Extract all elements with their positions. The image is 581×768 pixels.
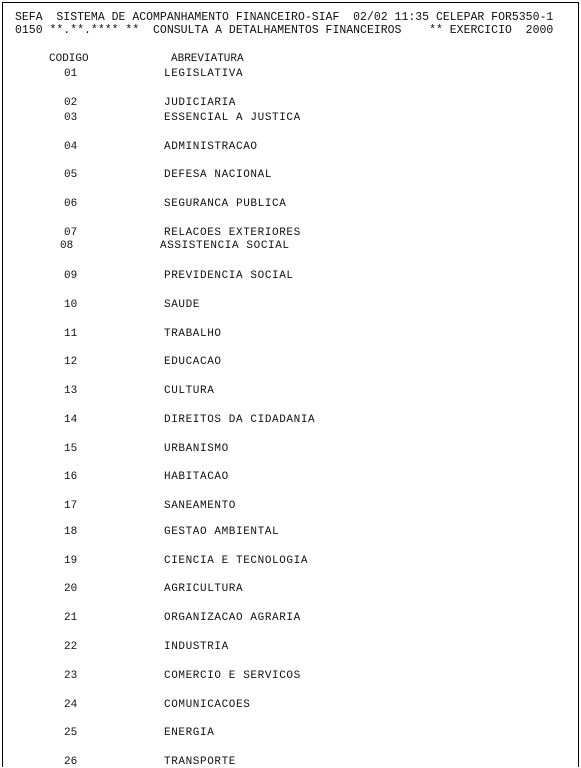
row-abbreviation: PREVIDENCIA SOCIAL <box>164 270 294 282</box>
table-row <box>3 299 578 313</box>
row-code: 11 <box>64 328 78 340</box>
table-row <box>3 443 578 457</box>
row-abbreviation: LEGISLATIVA <box>164 68 244 80</box>
table-row <box>3 583 578 597</box>
row-abbreviation: HABITACAO <box>164 471 229 483</box>
table-row <box>3 699 578 713</box>
row-abbreviation: SAUDE <box>164 299 201 311</box>
row-code: 20 <box>64 583 78 595</box>
row-code: 26 <box>64 756 78 767</box>
table-row <box>3 112 578 126</box>
row-code: 14 <box>64 414 78 426</box>
table-row <box>3 727 578 741</box>
table-row <box>3 385 578 399</box>
row-abbreviation: ADMINISTRACAO <box>164 141 258 153</box>
table-row <box>3 500 578 514</box>
row-abbreviation: DIREITOS DA CIDADANIA <box>164 414 316 426</box>
row-code: 04 <box>64 141 78 153</box>
row-code: 10 <box>64 299 78 311</box>
table-row <box>3 198 578 212</box>
row-code: 21 <box>64 612 78 624</box>
row-abbreviation: ENERGIA <box>164 727 215 739</box>
row-abbreviation: GESTAO AMBIENTAL <box>164 526 280 538</box>
column-header-abbreviation: ABREVIATURA <box>171 53 244 65</box>
row-code: 01 <box>64 68 78 80</box>
terminal-screen <box>2 2 579 767</box>
table-row <box>3 414 578 428</box>
table-row <box>3 97 578 111</box>
table-row <box>3 141 578 155</box>
row-abbreviation: COMERCIO E SERVICOS <box>164 670 301 682</box>
row-abbreviation: ORGANIZACAO AGRARIA <box>164 612 301 624</box>
table-row <box>3 471 578 485</box>
row-abbreviation: ASSISTENCIA SOCIAL <box>160 240 290 252</box>
row-abbreviation: EDUCACAO <box>164 356 222 368</box>
header-line-1: SEFA SISTEMA DE ACOMPANHAMENTO FINANCEIRO-SIAF 02/02 11:35 CELEPAR FOR5350-1 <box>15 11 554 24</box>
row-abbreviation: AGRICULTURA <box>164 583 244 595</box>
row-code: 22 <box>64 641 78 653</box>
row-abbreviation: TRANSPORTE <box>164 756 237 767</box>
table-row <box>3 356 578 370</box>
table-row <box>3 328 578 342</box>
row-abbreviation: RELACOES EXTERIORES <box>164 227 301 239</box>
row-code: 03 <box>64 112 78 124</box>
row-abbreviation: CIENCIA E TECNOLOGIA <box>164 555 309 567</box>
row-code: 15 <box>64 443 78 455</box>
row-abbreviation: ESSENCIAL A JUSTICA <box>164 112 301 124</box>
row-abbreviation: CULTURA <box>164 385 215 397</box>
row-abbreviation: INDUSTRIA <box>164 641 229 653</box>
row-abbreviation: DEFESA NACIONAL <box>164 169 273 181</box>
row-abbreviation: JUDICIARIA <box>164 97 237 109</box>
table-row <box>3 270 578 284</box>
row-abbreviation: TRABALHO <box>164 328 222 340</box>
table-row <box>3 670 578 684</box>
row-code: 16 <box>64 471 78 483</box>
table-row <box>3 555 578 569</box>
row-code: 12 <box>64 356 78 368</box>
table-row <box>3 526 578 540</box>
row-code: 06 <box>64 198 78 210</box>
row-code: 13 <box>64 385 78 397</box>
table-row <box>3 756 578 767</box>
row-code: 25 <box>64 727 78 739</box>
table-row <box>3 227 578 241</box>
row-code: 18 <box>64 526 78 538</box>
table-row <box>3 612 578 626</box>
table-row <box>3 68 578 82</box>
row-code: 07 <box>64 227 78 239</box>
table-row <box>3 641 578 655</box>
row-abbreviation: SEGURANCA PUBLICA <box>164 198 287 210</box>
row-code: 05 <box>64 169 78 181</box>
row-abbreviation: URBANISMO <box>164 443 229 455</box>
row-code: 09 <box>64 270 78 282</box>
row-code: 02 <box>64 97 78 109</box>
row-code: 19 <box>64 555 78 567</box>
table-row <box>3 169 578 183</box>
row-abbreviation: SANEAMENTO <box>164 500 237 512</box>
row-code: 08 <box>60 240 74 252</box>
row-code: 24 <box>64 699 78 711</box>
row-abbreviation: COMUNICACOES <box>164 699 251 711</box>
column-header-code: CODIGO <box>49 53 89 65</box>
row-code: 17 <box>64 500 78 512</box>
header-line-2: 0150 **.**.**** ** CONSULTA A DETALHAMENTOS FINANCEIROS ** EXERCICIO 2000 <box>15 24 554 37</box>
row-code: 23 <box>64 670 78 682</box>
table-row <box>3 240 578 254</box>
